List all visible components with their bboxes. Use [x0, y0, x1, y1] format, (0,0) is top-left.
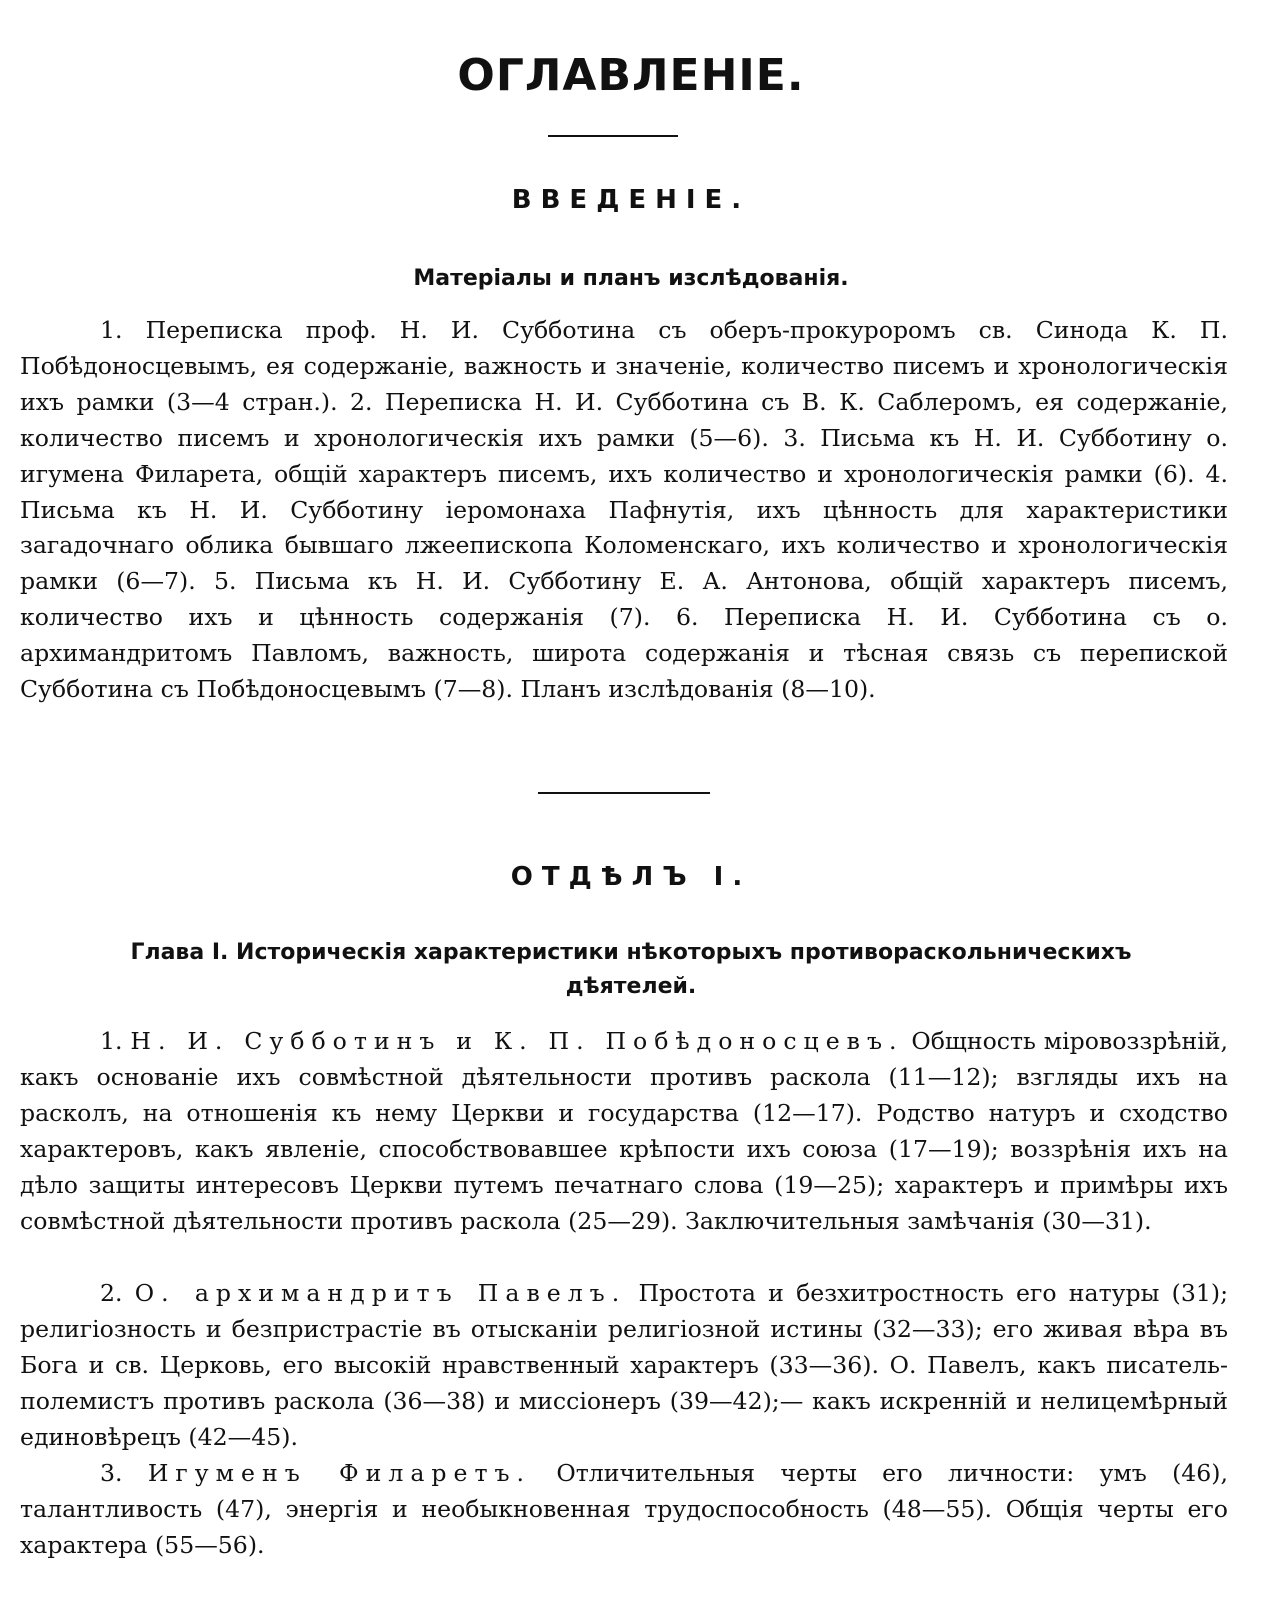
- paragraph-person-name: Игуменъ Филаретъ.: [147, 1459, 532, 1487]
- paragraph-number: 1.: [100, 1027, 123, 1055]
- introduction-text: 1. Переписка проф. Н. И. Субботина съ оберъ-прокуроромъ св. Синода К. П. Побѣдоносцевымъ, ея содержаніе, важность и значеніе, количество писемъ и хронологическія ихъ рамки (3—4 стран.). 2. Переписка Н. И. Субботина съ В. К. Саблеромъ, ея содержаніе, количество писемъ и хронологическія ихъ рамки (5—6). 3. Письма къ Н. И. Субботину о. игумена Филарета, общій характеръ писемъ, ихъ количество и хронологическія рамки (6). 4. Письма къ Н. И. Субботину іеромонаха Пафнутія, ихъ цѣнность для характеристики загадочнаго облика бывшаго лжеепископа Коломенскаго, ихъ количество и хронологическія рамки (6—7). 5. Письма къ Н. И. Субботину Е. А. Антонова, общій характеръ писемъ, количество ихъ и цѣнность содержанія (7). 6. Переписка Н. И. Субботина съ о. архимандритомъ Павломъ, важность, широта содержанія и тѣсная связь съ перепиской Субботина съ Побѣдоносцевымъ (7—8). Планъ изслѣдованія (8—10).: [20, 316, 1228, 704]
- paragraph-text: Общность міровоззрѣній, какъ основаніе ихъ совмѣстной дѣятельности противъ раскола (11—12); взгляды ихъ на расколъ, на отношенія къ нему Церкви и государства (12—17). Родство натуръ и сходство характеровъ, какъ явленіе, способствовавшее крѣпости ихъ союза (17—19); воззрѣнія ихъ на дѣло защиты интересовъ Церкви путемъ печатнаго слова (19—25); характеръ и примѣры ихъ совмѣстной дѣятельности противъ раскола (25—29). Заключительныя замѣчанія (30—31).: [20, 1027, 1229, 1235]
- toc-paragraph: [20, 1276, 1228, 1456]
- paragraph-text: Простота и безхитростность его натуры (31); религіозность и безпристрастіе въ отысканіи религіозной истины (32—33); его живая вѣра въ Бога и св. Церковь, его высокій нравственный характеръ (33—36). О. Павелъ, какъ писатель-полемистъ противъ раскола (36—38) и миссіонеръ (39—42);— какъ искренній и нелицемѣрный единовѣрецъ (42—45).: [20, 1279, 1229, 1451]
- chapter-title: Глава I. Историческія характеристики нѣкоторыхъ противораскольническихъ дѣятелей.: [130, 940, 1132, 999]
- title-divider: [548, 135, 678, 137]
- page-title: ОГЛАВЛЕНІЕ.: [457, 50, 805, 101]
- introduction-subheading: Матеріалы и планъ изслѣдованія.: [413, 266, 849, 291]
- paragraph-number: 3.: [100, 1459, 123, 1487]
- paragraph-number: 2.: [100, 1279, 123, 1307]
- paragraph-person-name: Н. И. Субботинъ и К. П. Побѣдоносцевъ.: [130, 1027, 904, 1055]
- paragraph-person-name: О. архимандритъ Павелъ.: [134, 1279, 627, 1307]
- section-divider: [538, 792, 710, 794]
- section-heading: ОТДѢЛЪ I.: [510, 862, 752, 892]
- introduction-heading: ВВЕДЕНІЕ.: [511, 185, 751, 215]
- paragraph-text: Отличительныя черты его личности: умъ (46), талантливость (47), энергія и необыкновенная трудоспособность (48—55). Общія черты его характера (55—56).: [20, 1459, 1229, 1559]
- toc-paragraph: [20, 1456, 1228, 1564]
- toc-paragraph: [20, 1024, 1228, 1239]
